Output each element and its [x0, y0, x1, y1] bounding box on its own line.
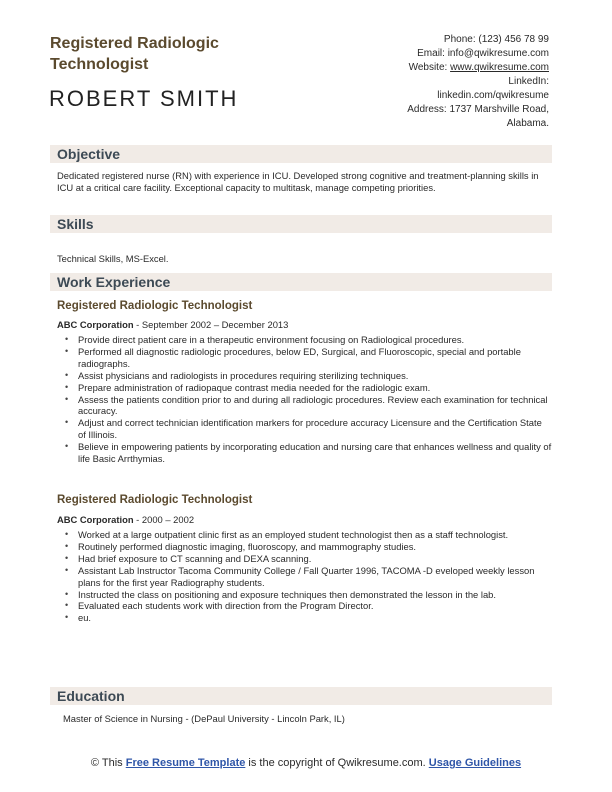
list-item: • Instructed the class on positioning and exposure techniques then demonstrated the lesson in the lab. — [57, 589, 552, 601]
copyright-footer — [50, 757, 562, 770]
contact-email: Email: info@qwikresume.com — [417, 48, 549, 59]
job-1-company: ABC Corporation — [57, 319, 134, 330]
objective-text: Dedicated registered nurse (RN) with experience in ICU. Developed strong cognitive and treatment-planning skills in ICU at a critical care facility. Exceptional capacity to multitask, manage competing priorities. — [57, 170, 539, 193]
job-2-company-line — [57, 514, 194, 525]
list-item: • Worked at a large outpatient clinic first as an employed student technologist then as a staff technologist. — [57, 529, 552, 541]
contact-linkedin-label: LinkedIn: — [508, 76, 549, 87]
job-1-dates: - September 2002 – December 2013 — [133, 319, 289, 330]
usage-guidelines-link[interactable]: Usage Guidelines — [428, 757, 522, 769]
section-skills — [50, 215, 552, 233]
list-item: • Assess the patients condition prior to and during all radiologic procedures. Review each examination for technical accuracy. — [57, 394, 552, 418]
list-item: • Assist physicians and radiologists in procedures requiring sterilizing techniques. — [57, 370, 552, 382]
footer-prefix: © This — [90, 757, 126, 769]
resume-job-title: Registered Radiologic Technologist — [50, 35, 219, 73]
list-item: • Believe in empowering patients by incorporating education and nursing care that enhances wellness and quality of life Basic Arrthymias. — [57, 441, 552, 465]
list-item: • Had brief exposure to CT scanning and DEXA scanning. — [57, 553, 552, 565]
job-1-title: Registered Radiologic Technologist — [57, 300, 253, 312]
job-1-company-line — [57, 319, 288, 330]
footer-middle: is the copyright of Qwikresume.com. — [245, 757, 429, 769]
contact-website — [319, 61, 549, 75]
contact-linkedin-value: linkedin.com/qwikresume — [437, 90, 549, 101]
job-2-bullets — [57, 529, 552, 624]
candidate-name: ROBERT SMITH — [49, 86, 239, 111]
list-item: • Assistant Lab Instructor Tacoma Community College / Fall Quarter 1996, TACOMA -D eveloped weekly lesson plans for the first year Radiography students. — [57, 565, 552, 589]
section-heading-education: Education — [57, 688, 125, 704]
section-work-experience — [50, 273, 552, 291]
contact-phone: Phone: (123) 456 78 99 — [443, 34, 549, 45]
list-item: • eu. — [57, 612, 552, 624]
job-1-bullets — [57, 334, 552, 465]
contact-block — [319, 33, 549, 131]
list-item: • Adjust and correct technician identification markers for procedure accuracy Licensure and the Certification State of Illinois. — [57, 417, 552, 441]
section-heading-skills: Skills — [57, 216, 94, 232]
job-2-dates: - 2000 – 2002 — [133, 514, 195, 525]
website-label: Website: — [408, 62, 451, 73]
contact-address-line1: Address: 1737 Marshville Road, — [407, 104, 549, 115]
education-text: Master of Science in Nursing - (DePaul University - Lincoln Park, IL) — [63, 713, 345, 724]
list-item: • Prepare administration of radiopaque contrast media needed for the radiologic exam. — [57, 382, 552, 394]
list-item: • Evaluated each students work with direction from the Program Director. — [57, 600, 552, 612]
list-item: • Provide direct patient care in a therapeutic environment focusing on Radiological procedures. — [57, 334, 552, 346]
list-item: • Performed all diagnostic radiologic procedures, below ED, Surgical, and Fluoroscopic, special and portable radiographs. — [57, 346, 552, 370]
job-2-company: ABC Corporation — [57, 514, 134, 525]
section-heading-work: Work Experience — [57, 274, 171, 290]
list-item: • Routinely performed diagnostic imaging, fluoroscopy, and mammography studies. — [57, 541, 552, 553]
website-link[interactable]: www.qwikresume.com — [450, 62, 549, 73]
skills-text: Technical Skills, MS-Excel. — [57, 253, 169, 264]
section-heading-objective: Objective — [57, 146, 121, 162]
job-2-title: Registered Radiologic Technologist — [57, 494, 253, 506]
free-resume-template-link[interactable]: Free Resume Template — [125, 757, 246, 769]
contact-address-line2: Alabama. — [506, 118, 549, 129]
section-objective — [50, 145, 552, 163]
section-education — [50, 687, 552, 705]
